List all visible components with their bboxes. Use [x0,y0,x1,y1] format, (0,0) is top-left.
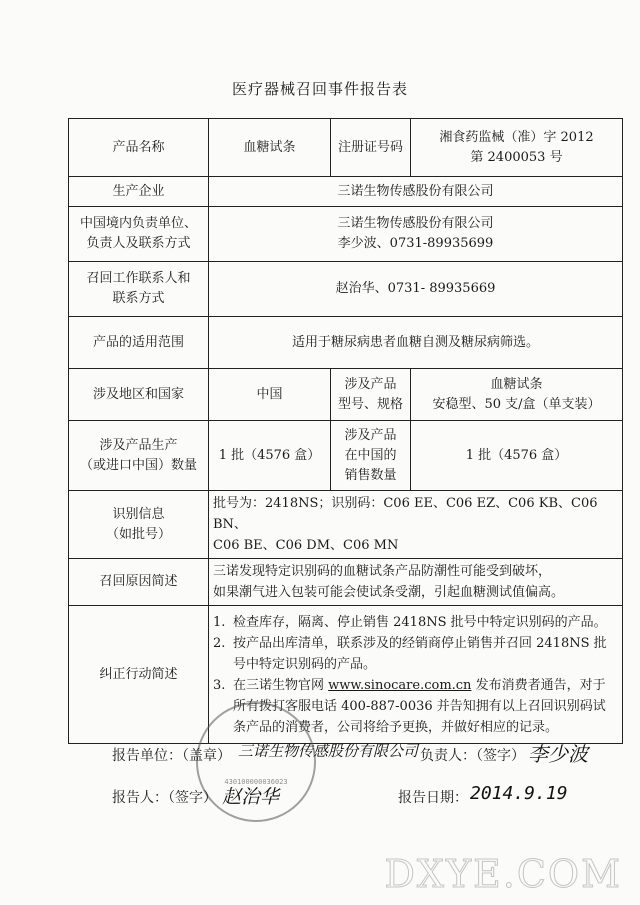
seal-number: 430100000036023 [224,778,288,786]
cell-value: 三诺生物传感股份有限公司 [209,177,623,207]
report-date: 2014.9.19 [470,783,568,804]
cell-label: 生产企业 [69,177,209,207]
cell-value: 赵治华、0731- 89935669 [209,262,623,317]
list-item: 2. 按产品出库清单，联系涉及的经销商停止销售并召回 2418NS 批号中特定识别码的产品。 [213,635,607,672]
sinocare-link[interactable]: www.sinocare.com.cn [328,677,472,693]
cell-label: 纠正行动简述 [69,606,209,744]
reporting-unit-signature: 三诺生物传感股份有限公司 [238,742,419,760]
cell-label: 涉及产品生产 （或进口中国）数量 [69,421,209,491]
cell-label: 召回原因简述 [69,559,209,606]
cell-label: 召回工作联系人和 联系方式 [69,262,209,317]
recall-report-table [68,118,623,744]
cell-value: 三诺生物传感股份有限公司 李少波、0731-89935699 [209,207,623,262]
table-row [69,491,623,559]
watermark: DXYE.COM [384,852,622,896]
table-row [69,317,623,369]
cell-value: 适用于糖尿病患者血糖自测及糖尿病筛选。 [209,317,623,369]
reporter-signature: 赵治华 [222,786,280,808]
table-row [69,119,623,177]
cell-value: 中国 [209,369,331,421]
table-row [69,606,623,744]
cell-value: 批号为：2418NS；识别码：C06 EE、C06 EZ、C06 KB、C06 BN、 C06 BE、C06 DM、C06 MN [209,491,623,559]
table-row [69,421,623,491]
reporter-label: 报告人：（签字） [112,790,217,806]
cell-label: 中国境内负责单位、 负责人及联系方式 [69,207,209,262]
cell-value: 血糖试条 安稳型、50 支/盒（单支装） [411,369,623,421]
cell-value: 血糖试条 [209,119,331,177]
page-title: 医疗器械召回事件报告表 [231,80,408,98]
cell-value: 三诺发现特定识别码的血糖试条产品防潮性可能受到破坏， 如果潮气进入包装可能会使试条受潮，引起血糖测试值偏高。 [209,559,623,606]
table-row [69,262,623,317]
cell-value: 1 批（4576 盒） [209,421,331,491]
list-item: 1. 检查库存，隔离、停止销售 2418NS 批号中特定识别码的产品。 [213,614,607,630]
table-row [69,207,623,262]
table-row [69,177,623,207]
list-item: 3. 在三诺生物官网 www.sinocare.com.cn 发布消费者通告，对于所有拨打客服电话 400-887-0036 并告知拥有以上召回识别码试条产品的消费者，公司将给予更换，并做好相应的记录。 [213,677,606,735]
cell-label: 涉及产品 在中国的 销售数量 [331,421,411,491]
cell-label: 产品的适用范围 [69,317,209,369]
cell-label: 产品名称 [69,119,209,177]
table-row [69,559,623,606]
responsible-label: 负责人：（签字） [420,748,525,764]
cell-label: 注册证号码 [331,119,411,177]
cell-value: 湘食药监械（准）字 2012 第 2400053 号 [411,119,623,177]
responsible-signature: 李少波 [528,742,588,766]
report-date-label: 报告日期： [398,790,468,806]
cell-value: 1 批（4576 盒） [411,421,623,491]
cell-label: 涉及地区和国家 [69,369,209,421]
reporting-unit-label: 报告单位：（盖章） [112,748,231,764]
table-row [69,369,623,421]
cell-label: 涉及产品 型号、规格 [331,369,411,421]
cell-label: 识别信息 （如批号） [69,491,209,559]
